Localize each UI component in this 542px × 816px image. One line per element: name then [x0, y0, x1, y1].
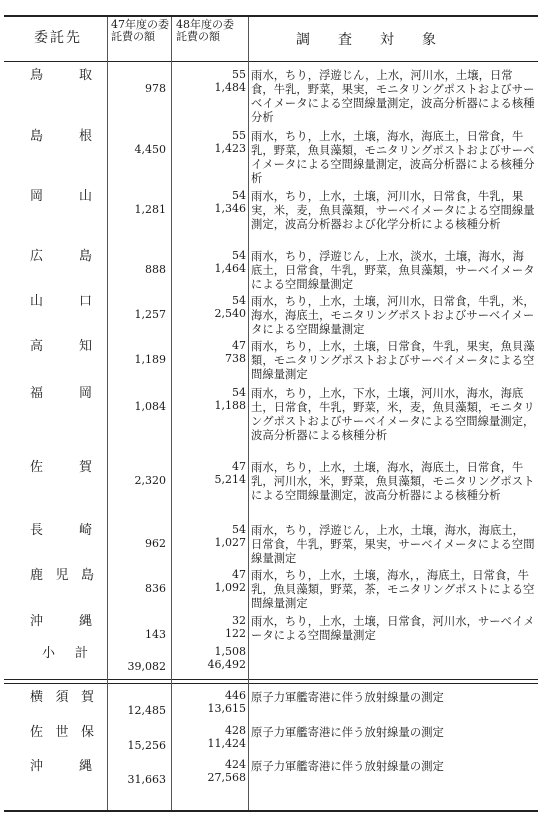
column-divider-2 [171, 17, 172, 810]
prefecture-name: 長 崎 [30, 523, 92, 538]
fy48-upper-amount: 54 [232, 294, 246, 307]
survey-targets: 雨水，ちり，上水，土壌，海水，海底土，日常食，牛乳，河川水，米，野菜，魚貝藻類，モニタリングポストによる空間線量測定，波高分析器による核種分析 [251, 461, 535, 502]
fy48-amount: 1,092 [214, 581, 246, 594]
subtotal-fy47: 39,082 [127, 660, 166, 673]
survey-targets: 雨水，ちり，上水，土壌，海水，，海底土，日常食，牛乳，魚貝藻類，野菜，茶，モニタリングポストによる空間線量測定 [251, 569, 535, 610]
prefecture-name: 鹿児島 [30, 568, 94, 583]
column-divider-3 [248, 17, 249, 810]
survey-targets: 雨水，ちり，浮遊じん，上水，淡水，土壌，海水，海底土，日常食，牛乳，野菜，魚貝藻類，サーベイメータによる空間線量測定 [251, 250, 535, 291]
port-fy47: 12,485 [127, 704, 166, 717]
prefecture-name: 島 根 [30, 129, 92, 144]
port-fy48: 27,568 [207, 771, 246, 784]
prefecture-name: 鳥 取 [30, 68, 92, 83]
survey-targets: 雨水，ちり，上水，土壌，河川水，日常食，牛乳，米，海水，海底土，モニタリングポストおよびサーベイメータによる空間線量測定 [251, 295, 535, 336]
survey-targets: 雨水，ちり，浮遊じん，上水，土壌，海水，海底土，日常食，牛乳，野菜，果実，サーベイメータによる空間線量測定 [251, 524, 535, 565]
fy47-amount: 978 [145, 82, 166, 95]
subtotal-label: 小 計 [42, 646, 88, 661]
port-fy48-upper: 446 [225, 689, 246, 702]
fy48-amount: 1,423 [214, 142, 246, 155]
fy47-amount: 1,084 [134, 400, 166, 413]
port-fy48-upper: 428 [225, 724, 246, 737]
survey-targets: 雨水，ちり，上水，土壌，日常食，河川水，サーベイメータによる空間線量測定 [251, 615, 535, 642]
fy48-upper-amount: 47 [232, 460, 246, 473]
survey-targets: 雨水，ちり，上水，土壌，海水，海底土，日常食，牛乳，野菜，魚貝藻類，モニタリングポストおよびサーベイメータによる空間線量測定，波高分析器による核種分析 [251, 130, 535, 185]
survey-targets: 雨水，ちり，上水，土壌，河川水，日常食，牛乳，果実，米，麦，魚貝藻類，サーベイメータによる空間線量測定，波高分析器および化学分析による核種分析 [251, 190, 535, 231]
fy48-upper-amount: 32 [232, 614, 246, 627]
fy48-amount: 1,464 [214, 262, 246, 275]
fy48-upper-amount: 47 [232, 339, 246, 352]
fy47-amount: 888 [145, 263, 166, 276]
fy48-amount: 1,484 [214, 81, 246, 94]
fy48-upper-amount: 55 [232, 129, 246, 142]
fy48-amount: 5,214 [214, 473, 246, 486]
fy47-amount: 836 [145, 582, 166, 595]
fy48-upper-amount: 47 [232, 568, 246, 581]
port-name: 横須賀 [30, 690, 94, 705]
port-fy47: 31,663 [127, 773, 166, 786]
subtotal-fy48: 46,492 [207, 658, 246, 671]
prefecture-name: 山 口 [30, 294, 92, 309]
subtotal-fy48-upper: 1,508 [214, 645, 246, 658]
fy48-amount: 1,188 [214, 399, 246, 412]
fy48-amount: 1,027 [214, 536, 246, 549]
fy47-amount: 4,450 [134, 143, 166, 156]
fy48-amount: 2,540 [214, 307, 246, 320]
prefecture-name: 高 知 [30, 339, 92, 354]
bottom-rule [4, 810, 538, 812]
prefecture-name: 岡 山 [30, 189, 92, 204]
fy47-amount: 1,189 [134, 353, 166, 366]
fy47-amount: 143 [145, 628, 166, 641]
section-rule-top [4, 679, 538, 680]
prefecture-name: 広 島 [30, 249, 92, 264]
port-fy48-upper: 424 [225, 758, 246, 771]
fy48-upper-amount: 54 [232, 249, 246, 262]
fy48-amount: 738 [225, 352, 246, 365]
survey-targets: 雨水，ちり，上水，土壌，日常食，牛乳，果実，魚貝藻類，モニタリングポストおよびサーベイメータによる空間線量測定 [251, 340, 535, 381]
fy48-amount: 1,346 [214, 202, 246, 215]
column-divider-1 [107, 17, 108, 810]
fy48-upper-amount: 55 [232, 68, 246, 81]
prefecture-name: 沖 縄 [30, 614, 92, 629]
fy47-amount: 2,320 [134, 474, 166, 487]
port-fy47: 15,256 [127, 739, 166, 752]
port-survey-targets: 原子力軍艦寄港に伴う放射線量の測定 [251, 760, 444, 773]
header-fy48: 48年度の委託費の額 [176, 18, 234, 43]
fy48-amount: 122 [225, 627, 246, 640]
fy48-upper-amount: 54 [232, 189, 246, 202]
survey-targets: 雨水，ちり，浮遊じん，上水，河川水，土壌，日常食，牛乳，野菜，果実，モニタリングポストおよびサーベイメータによる空間線量測定，波高分析器による核種分析 [251, 69, 535, 124]
header-survey: 調 査 対 象 [296, 32, 436, 48]
section-rule-bottom [4, 683, 538, 684]
top-rule [4, 15, 538, 17]
fy48-upper-amount: 54 [232, 386, 246, 399]
header-entrustee: 委託先 [34, 30, 82, 46]
prefecture-name: 佐 賀 [30, 460, 92, 475]
fy47-amount: 962 [145, 537, 166, 550]
survey-targets: 雨水，ちり，上水，下水，土壌，河川水，海水，海底土，日常食，牛乳，野菜，米，麦，魚貝藻類，モニタリングポストおよびサーベイメータによる空間線量測定，波高分析器による核種分析 [251, 387, 535, 442]
prefecture-name: 福 岡 [30, 386, 92, 401]
header-rule [4, 61, 538, 62]
port-name: 沖 縄 [30, 759, 92, 774]
port-survey-targets: 原子力軍艦寄港に伴う放射線量の測定 [251, 726, 444, 739]
fy48-upper-amount: 54 [232, 523, 246, 536]
port-fy48: 11,424 [207, 737, 246, 750]
port-survey-targets: 原子力軍艦寄港に伴う放射線量の測定 [251, 691, 444, 704]
port-name: 佐世保 [30, 725, 94, 740]
fy47-amount: 1,281 [134, 203, 166, 216]
fy47-amount: 1,257 [134, 308, 166, 321]
header-fy47: 47年度の委託費の額 [111, 18, 169, 43]
port-fy48: 13,615 [207, 702, 246, 715]
